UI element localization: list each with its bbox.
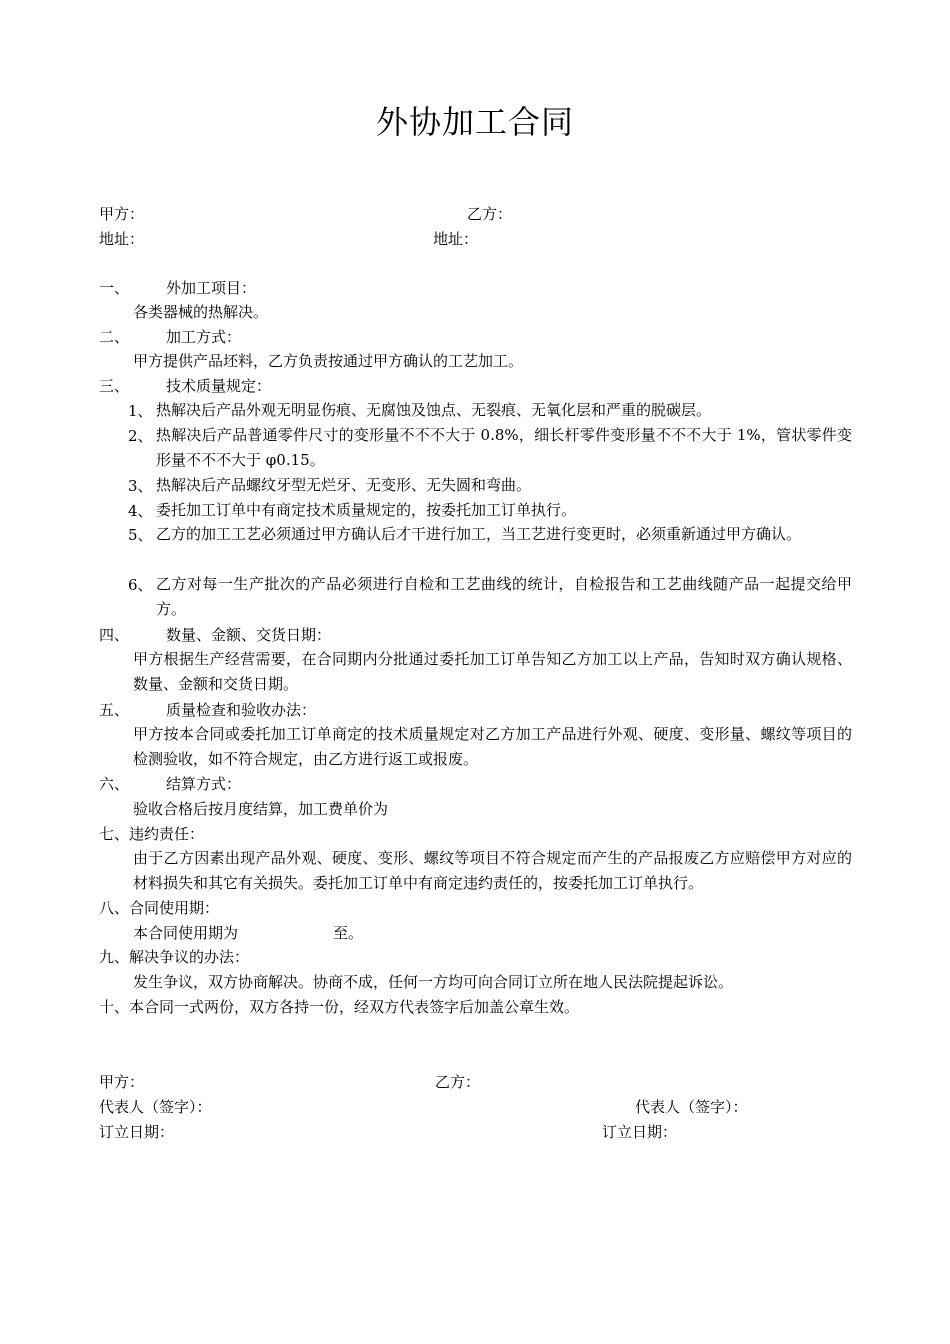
section-1-title: 外加工项目：	[166, 279, 257, 297]
party-a-address-label: 地址：	[99, 230, 145, 248]
section-3-item-number: 2、	[128, 427, 153, 445]
signature-party-a-label: 甲方：	[99, 1073, 145, 1091]
document-title: 外协加工合同	[375, 103, 574, 141]
section-3-item-number: 5、	[128, 526, 153, 544]
section-6-body: 验收合格后按月度结算，加工费单价为	[133, 800, 389, 818]
section-1-number: 一、	[99, 279, 130, 297]
section-8-title: 八、合同使用期：	[99, 899, 220, 917]
section-2-title: 加工方式：	[166, 328, 242, 346]
section-3-item-text: 乙方对每一生产批次的产品必须进行自检和工艺曲线的统计，自检报告和工艺曲线随产品一起提交给甲方。	[156, 575, 852, 618]
signature-date-a-label: 订立日期：	[99, 1123, 175, 1141]
section-4-body: 甲方根据生产经营需要，在合同期内分批通过委托加工订单告知乙方加工以上产品，告知时双方确认规格、数量、金额和交货日期。	[133, 650, 852, 693]
section-7-title: 七、违约责任：	[99, 825, 205, 843]
section-3-number: 三、	[99, 377, 130, 395]
section-8-body-end: 至。	[333, 924, 364, 942]
section-1-body: 各类器械的热解决。	[133, 303, 269, 321]
section-6-number: 六、	[99, 775, 130, 793]
section-7-body: 由于乙方因素出现产品外观、硬度、变形、螺纹等项目不符合规定而产生的产品报废乙方应赔偿甲方对应的材料损失和其它有关损失。委托加工订单中有商定违约责任的，按委托加工订单执行。	[133, 849, 852, 892]
section-9-body: 发生争议，双方协商解决。协商不成，任何一方均可向合同订立所在地人民法院提起诉讼。	[133, 973, 734, 991]
section-2-number: 二、	[99, 328, 130, 346]
section-5-title: 质量检查和验收办法：	[166, 701, 317, 719]
section-2-body: 甲方提供产品坯料，乙方负责按通过甲方确认的工艺加工。	[133, 352, 524, 370]
section-3-title: 技术质量规定：	[166, 377, 272, 395]
signature-rep-b-label: 代表人（签字）：	[635, 1098, 748, 1116]
section-3-item-text: 热解决后产品普通零件尺寸的变形量不不不大于 0.8%，细长杆零件变形量不不不大于 1%，管状零件变形量不不不大于 φ0.15。	[156, 426, 852, 469]
section-9-title: 九、解决争议的办法：	[99, 948, 250, 966]
section-4-title: 数量、金额、交货日期：	[166, 626, 332, 644]
section-3-item-number: 1、	[128, 402, 153, 420]
signature-rep-a-label: 代表人（签字）：	[99, 1098, 212, 1116]
section-3-item-text: 热解决后产品外观无明显伤痕、无腐蚀及蚀点、无裂痕、无氧化层和严重的脱碳层。	[156, 401, 712, 419]
signature-party-b-label: 乙方：	[435, 1073, 481, 1091]
section-10-text: 十、本合同一式两份，双方各持一份，经双方代表签字后加盖公章生效。	[99, 998, 580, 1016]
section-6-title: 结算方式：	[166, 775, 242, 793]
section-3-item-text: 热解决后产品螺纹牙型无烂牙、无变形、无失圆和弯曲。	[156, 476, 532, 494]
section-5-body: 甲方按本合同或委托加工订单商定的技术质量规定对乙方加工产品进行外观、硬度、变形量、螺纹等项目的检测验收，如不符合规定，由乙方进行返工或报废。	[133, 725, 852, 768]
signature-date-b-label: 订立日期：	[602, 1123, 678, 1141]
section-3-item-number: 3、	[128, 477, 153, 495]
section-5-number: 五、	[99, 701, 130, 719]
section-4-number: 四、	[99, 626, 130, 644]
section-3-item-text: 委托加工订单中有商定技术质量规定的，按委托加工订单执行。	[156, 501, 577, 519]
section-3-item-number: 6、	[128, 576, 153, 594]
party-a-label: 甲方：	[99, 205, 145, 223]
section-8-body-start: 本合同使用期为	[133, 924, 239, 942]
party-b-address-label: 地址：	[433, 230, 479, 248]
party-b-label: 乙方：	[467, 205, 513, 223]
section-3-item-number: 4、	[128, 502, 153, 520]
section-3-item-text: 乙方的加工工艺必须通过甲方确认后才干进行加工，当工艺进行变更时，必须重新通过甲方确认。	[156, 525, 802, 543]
